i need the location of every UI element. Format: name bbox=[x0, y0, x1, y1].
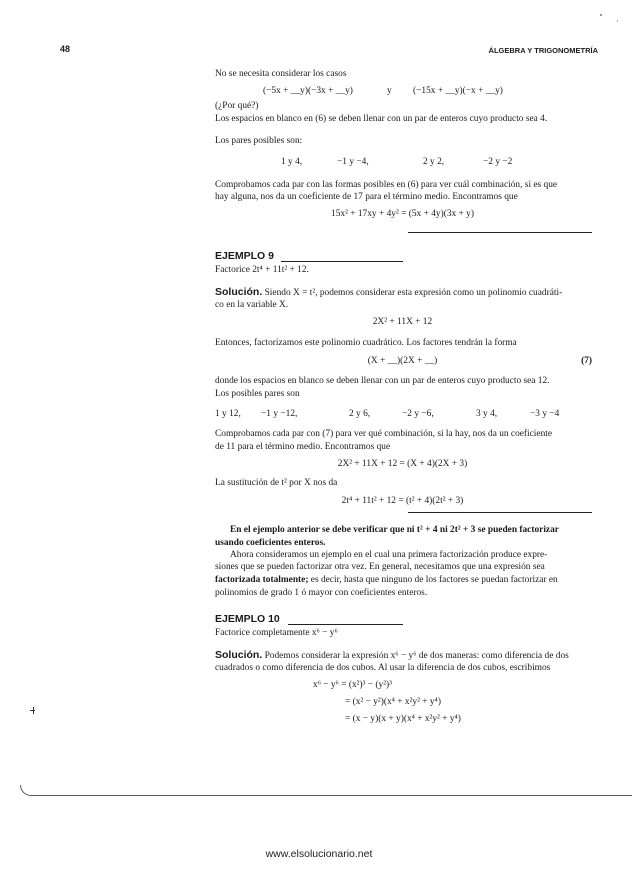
footer-url: www.elsolucionario.net bbox=[265, 848, 373, 860]
section-rule bbox=[408, 232, 592, 233]
example9-solution-line1 bbox=[215, 287, 562, 299]
example10-eq-line2: = (x² − y²)(x⁴ + x²y² + y⁴) bbox=[345, 697, 441, 707]
example10-solution-line1 bbox=[215, 650, 569, 662]
pair-item: 2 y 2, bbox=[423, 157, 445, 167]
pair-item: −1 y −12, bbox=[261, 409, 298, 419]
note-line3: Ahora consideramos un ejemplo en el cual una primera factorización produce expre- bbox=[230, 550, 548, 560]
note-line1: En el ejemplo anterior se debe verificar que ni t² + 4 ni 2t² + 3 se pueden factorizar bbox=[230, 525, 559, 535]
note-emphasis: factorizada totalmente; bbox=[215, 575, 309, 585]
example9-blanks-line1: donde los espacios en blanco se deben llenar con un par de enteros cuyo producto sea 12. bbox=[215, 376, 550, 386]
example9-solution-line2: co en la variable X. bbox=[215, 300, 289, 310]
scan-edge-line bbox=[36, 795, 632, 796]
example9-title: EJEMPLO 9 bbox=[215, 250, 274, 262]
pairs-intro: Los pares posibles son: bbox=[215, 136, 303, 146]
note-rest: es decir, hasta que ninguno de los factores se puedan factorizar en bbox=[308, 575, 558, 585]
pair-item: −2 y −2 bbox=[483, 157, 513, 167]
solution-text: Podemos considerar la expresión x⁶ − y⁶ de dos maneras: como diferencia de dos bbox=[264, 651, 569, 661]
example10-eq-line1: x⁶ − y⁶ = (x²)³ − (y²)³ bbox=[313, 680, 392, 690]
intro-line1: No se necesita considerar los casos bbox=[215, 69, 347, 79]
example9-check-line1: Comprobamos cada par con (7) para ver qué combinación, si la hay, nos da un coeficiente bbox=[215, 429, 553, 439]
page-number: 48 bbox=[60, 44, 71, 54]
pair-item: 1 y 12, bbox=[215, 409, 241, 419]
result-equation: 15x² + 17xy + 4y² = (5x + 4y)(3x + y) bbox=[331, 209, 474, 219]
scan-mark bbox=[33, 707, 34, 714]
scan-dot bbox=[617, 20, 618, 22]
example9-then-text: Entonces, factorizamos este polinomio cuadrático. Los factores tendrán la forma bbox=[215, 338, 517, 348]
running-title: ÁLGEBRA Y TRIGONOMETRÍA bbox=[488, 46, 598, 55]
scan-edge-curve bbox=[20, 785, 37, 796]
solution-label: Solución. bbox=[215, 649, 263, 661]
case-left: (−5x + __y)(−3x + __y) bbox=[263, 86, 353, 96]
pair-item: −2 y −6, bbox=[402, 409, 434, 419]
blanks-text: Los espacios en blanco en (6) se deben llenar con un par de enteros cuyo producto sea 4. bbox=[215, 114, 548, 124]
note-line6: polinomios de grado 1 ó mayor con coeficientes enteros. bbox=[215, 588, 428, 598]
scan-dot bbox=[600, 14, 602, 16]
case-right: (−15x + __y)(−x + __y) bbox=[413, 86, 503, 96]
example9-eq1: 2X² + 11X + 12 bbox=[372, 317, 433, 327]
pair-item: 1 y 4, bbox=[281, 157, 303, 167]
example9-blanks-line2: Los posibles pares son bbox=[215, 389, 300, 399]
example10-statement: Factorice completamente x⁶ − y⁶ bbox=[215, 628, 338, 638]
note-line4: siones que se pueden factorizar otra vez. En general, necesitamos que una expresión sea bbox=[215, 562, 545, 572]
note-line5 bbox=[215, 575, 558, 586]
example9-subst-text: La sustitución de t² por X nos da bbox=[215, 478, 338, 488]
pair-item: −3 y −4 bbox=[530, 409, 560, 419]
example9-eq2: 2X² + 11X + 12 = (X + 4)(2X + 3) bbox=[337, 459, 468, 469]
example9-check-line2: de 11 para el término medio. Encontramos que bbox=[215, 442, 391, 452]
check-line2: hay alguna, nos da un coeficiente de 17 para el término medio. Encontramos que bbox=[215, 192, 518, 202]
example9-statement: Factorice 2t⁴ + 11t² + 12. bbox=[215, 265, 309, 275]
example9-title-rule bbox=[281, 261, 403, 262]
question-line: (¿Por qué?) bbox=[215, 101, 259, 111]
equation-tag: (7) bbox=[581, 356, 592, 366]
example9-form: (X + __)(2X + __) bbox=[367, 356, 438, 366]
example10-title-rule bbox=[288, 624, 403, 625]
note-line2: usando coeficientes enteros. bbox=[215, 538, 326, 548]
pair-item: −1 y −4, bbox=[337, 157, 369, 167]
check-line1: Comprobamos cada par con las formas posibles en (6) para ver cuál combinación, si es que bbox=[215, 180, 558, 190]
pair-item: 3 y 4, bbox=[476, 409, 498, 419]
case-conjunction: y bbox=[387, 86, 392, 96]
pair-item: 2 y 6, bbox=[349, 409, 371, 419]
example10-eq-line3: = (x − y)(x + y)(x⁴ + x²y² + y⁴) bbox=[345, 714, 461, 724]
solution-text: Siendo X = t², podemos considerar esta expresión como un polinomio cuadráti- bbox=[264, 288, 563, 298]
section-rule bbox=[408, 512, 592, 513]
example10-title: EJEMPLO 10 bbox=[215, 613, 280, 625]
solution-label: Solución. bbox=[215, 286, 263, 298]
example9-eq3: 2t⁴ + 11t² + 12 = (t² + 4)(2t² + 3) bbox=[341, 496, 464, 506]
example10-solution-line2: cuadrados o como diferencia de dos cubos. Al usar la diferencia de dos cubos, escribimos bbox=[215, 663, 551, 673]
